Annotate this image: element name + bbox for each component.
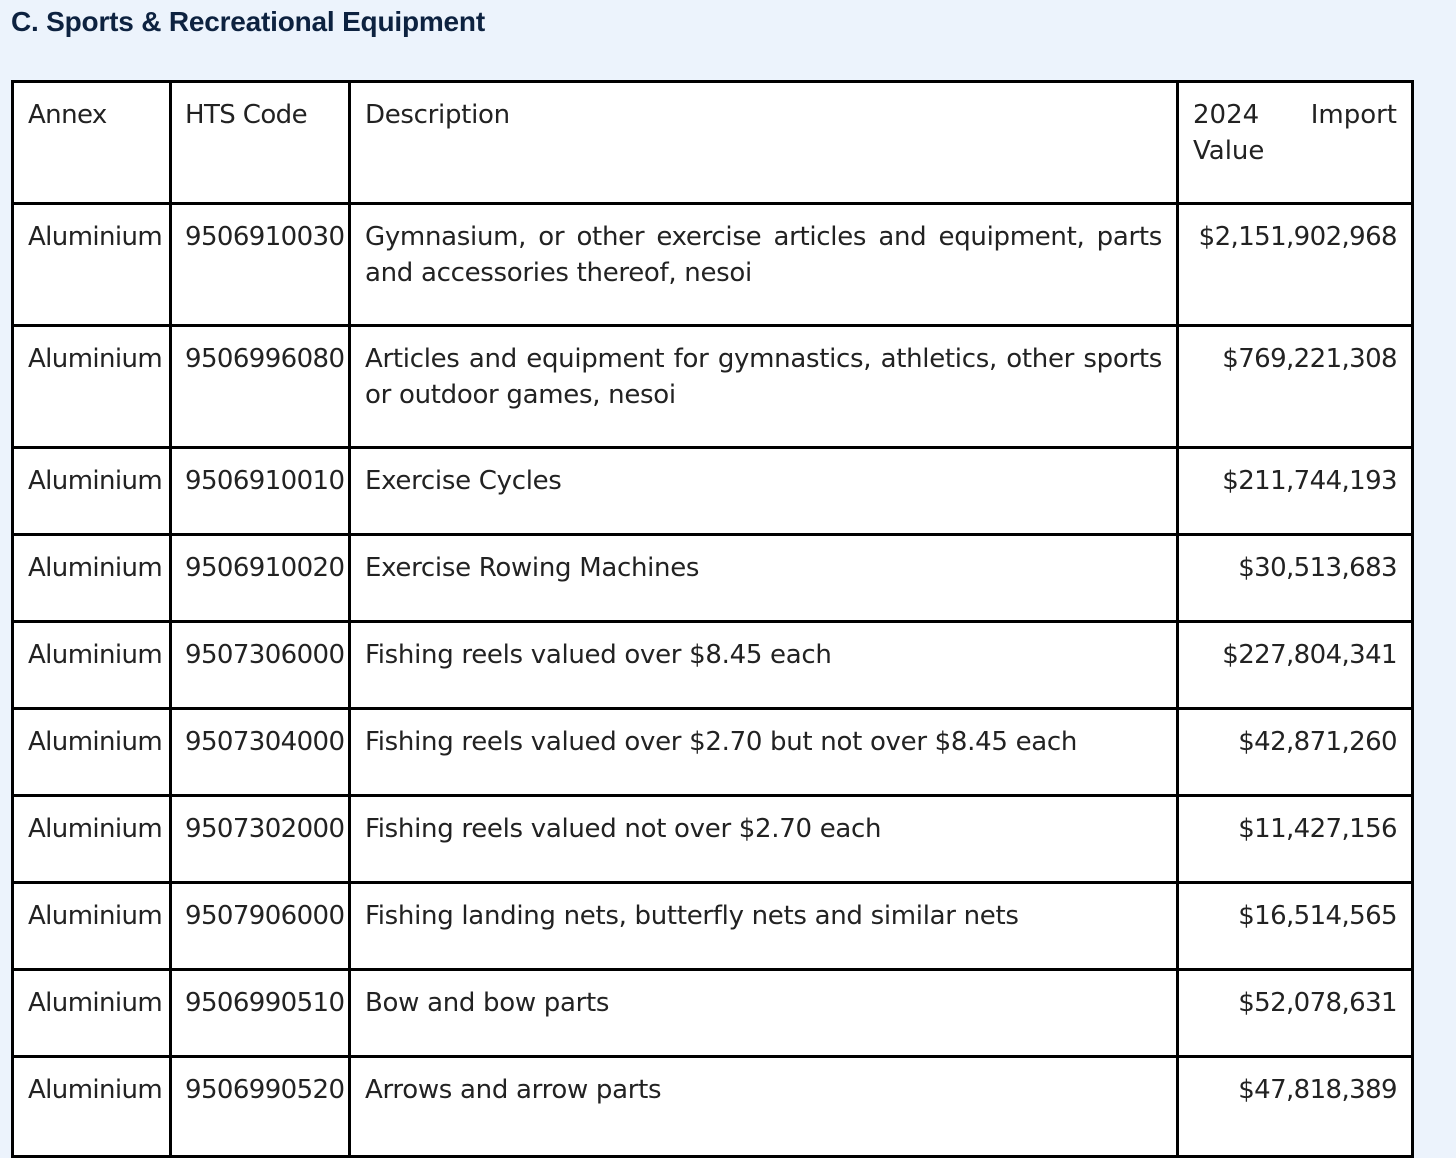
cell-import-value: $42,871,260 [1178,709,1413,796]
cell-import-value: $30,513,683 [1178,535,1413,622]
header-import-value-label [1193,97,1397,169]
cell-hts-code: 9507306000 [171,622,350,709]
cell-hts-code: 9506996080 [171,326,350,448]
table-row [13,796,1413,883]
header-annex: Annex [13,82,171,204]
cell-annex: Aluminium [13,883,171,970]
cell-import-value: $2,151,902,968 [1178,204,1413,326]
cell-hts-code: 9506910030 [171,204,350,326]
header-description: Description [350,82,1178,204]
table-row [13,709,1413,796]
table-row [13,970,1413,1057]
cell-annex: Aluminium [13,1057,171,1157]
cell-annex: Aluminium [13,622,171,709]
cell-import-value: $16,514,565 [1178,883,1413,970]
table-row [13,622,1413,709]
tariff-table-container [11,80,1411,1158]
cell-hts-code: 9507304000 [171,709,350,796]
cell-import-value: $211,744,193 [1178,448,1413,535]
cell-hts-code: 9506990510 [171,970,350,1057]
cell-annex: Aluminium [13,535,171,622]
cell-hts-code: 9507302000 [171,796,350,883]
cell-import-value: $227,804,341 [1178,622,1413,709]
header-hts-code: HTS Code [171,82,350,204]
cell-annex: Aluminium [13,796,171,883]
cell-description: Gymnasium, or other exercise articles and equipment, parts and accessories thereof, nesoi [350,204,1178,326]
section-title: C. Sports & Recreational Equipment [11,6,485,37]
cell-description: Exercise Rowing Machines [350,535,1178,622]
cell-annex: Aluminium [13,448,171,535]
cell-import-value: $769,221,308 [1178,326,1413,448]
table-header-row [13,82,1413,204]
cell-description: Fishing landing nets, butterfly nets and similar nets [350,883,1178,970]
cell-hts-code: 9506910020 [171,535,350,622]
cell-description: Bow and bow parts [350,970,1178,1057]
table-row [13,535,1413,622]
cell-annex: Aluminium [13,709,171,796]
cell-hts-code: 9506910010 [171,448,350,535]
cell-import-value: $52,078,631 [1178,970,1413,1057]
table-row [13,883,1413,970]
header-value-import: Import [1310,100,1397,130]
cell-description: Exercise Cycles [350,448,1178,535]
cell-annex: Aluminium [13,970,171,1057]
cell-description: Fishing reels valued over $8.45 each [350,622,1178,709]
tariff-table [11,80,1414,1158]
header-import-value [1178,82,1413,204]
cell-description: Fishing reels valued not over $2.70 each [350,796,1178,883]
cell-description: Articles and equipment for gymnastics, athletics, other sports or outdoor games, nesoi [350,326,1178,448]
cell-annex: Aluminium [13,204,171,326]
cell-annex: Aluminium [13,326,171,448]
header-value-year: 2024 [1193,100,1260,130]
table-row [13,448,1413,535]
cell-description: Arrows and arrow parts [350,1057,1178,1157]
table-row [13,326,1413,448]
cell-hts-code: 9507906000 [171,883,350,970]
cell-hts-code: 9506990520 [171,1057,350,1157]
cell-import-value: $47,818,389 [1178,1057,1413,1157]
cell-import-value: $11,427,156 [1178,796,1413,883]
cell-description: Fishing reels valued over $2.70 but not over $8.45 each [350,709,1178,796]
table-row [13,204,1413,326]
header-value-word: Value [1193,136,1265,166]
